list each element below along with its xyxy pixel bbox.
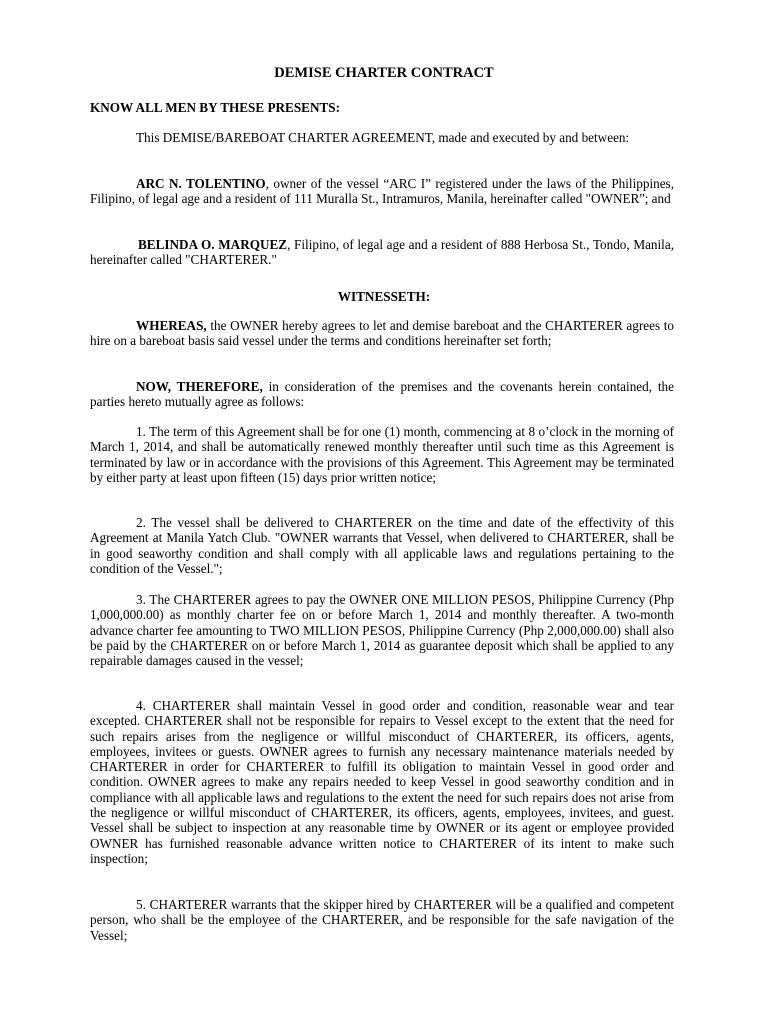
clause-4: 4. CHARTERER shall maintain Vessel in good order and condition, reasonable wear and tear excepted. CHARTERER shall not be responsible for repairs to Vessel except to the extent that the need for such repairs arises from the negligence or willful misconduct of CHARTERER, its officers, agents, employees, invitees or guests. OWNER agrees to furnish any necessary maintenance materials needed by CHARTERER in order for CHARTERER to fulfill its obligation to maintain Vessel in good order and condition. OWNER agrees to make any repairs needed to keep Vessel in good seaworthy condition and in compliance with all applicable laws and regulations to the extent the need for such repairs does not arise from the negligence or willful misconduct of CHARTERER, its officers, agents, employees, invitees, and guest. Vessel shall be subject to inspection at any reasonable time by OWNER or its agent or employee provided OWNER has furnished reasonable advance written notice to CHARTERER of its intent to make such inspection; [90,698,674,866]
clause-3: 3. The CHARTERER agrees to pay the OWNER ONE MILLION PESOS, Philippine Currency (Php 1,000,000.00) as monthly charter fee on or before March 1, 2014 and monthly thereafter. A two-month advance charter fee amounting to TWO MILLION PESOS, Philippine Currency (Php 2,000,000.00) shall also be paid by the CHARTERER on or before March 1, 2014 as guarantee deposit which shall be applied to any repairable damages caused in the vessel; [90,592,674,669]
now-therefore-lead: NOW, THEREFORE, [136,379,263,394]
party-charterer-paragraph [90,237,674,268]
clause-1: 1. The term of this Agreement shall be for one (1) month, commencing at 8 o’clock in the morning of March 1, 2014, and shall be automatically renewed monthly thereafter until such time as this Agreement is terminated by law or in accordance with the provisions of this Agreement. This Agreement may be terminated by either party at least upon fifteen (15) days prior written notice; [90,424,674,485]
whereas-text: the OWNER hereby agrees to let and demise bareboat and the CHARTERER agrees to hire on a bareboat basis said vessel under the terms and conditions hereinafter set forth; [90,318,674,349]
clause-2: 2. The vessel shall be delivered to CHARTERER on the time and date of the effectivity of this Agreement at Manila Yatch Club. "OWNER warrants that Vessel, when delivered to CHARTERER, shall be in good seaworthy condition and shall comply with all applicable laws and regulations pertaining to the condition of the Vessel."; [90,515,674,576]
clause-5: 5. CHARTERER warrants that the skipper hired by CHARTERER will be a qualified and competent person, who shall be the employee of the CHARTERER, and be responsible for the safe navigation of the Vessel; [90,897,674,943]
whereas-lead: WHEREAS, [136,318,207,333]
charterer-name: BELINDA O. MARQUEZ [138,237,288,252]
intro-paragraph: This DEMISE/BAREBOAT CHARTER AGREEMENT, made and executed by and between: [136,130,630,145]
party-owner-paragraph [90,176,674,207]
witnesseth-heading: WITNESSETH: [337,289,431,304]
whereas-paragraph [90,318,674,349]
now-therefore-paragraph [90,379,674,410]
charterer-details: , Filipino, of legal age and a resident of 888 Herbosa St., Tondo, Manila, hereinafter called "CHARTERER." [90,237,674,268]
document-title: DEMISE CHARTER CONTRACT [274,65,494,81]
owner-name: ARC N. TOLENTINO [136,176,266,191]
know-all-heading: KNOW ALL MEN BY THESE PRESENTS: [90,100,341,115]
now-therefore-text: in consideration of the premises and the covenants herein contained, the parties hereto mutually agree as follows: [90,379,674,410]
owner-details: , owner of the vessel “ARC I” registered under the laws of the Philippines, Filipino, of legal age and a resident of 111 Muralla St., Intramuros, Manila, hereinafter called "OWNER"; and [90,176,674,207]
